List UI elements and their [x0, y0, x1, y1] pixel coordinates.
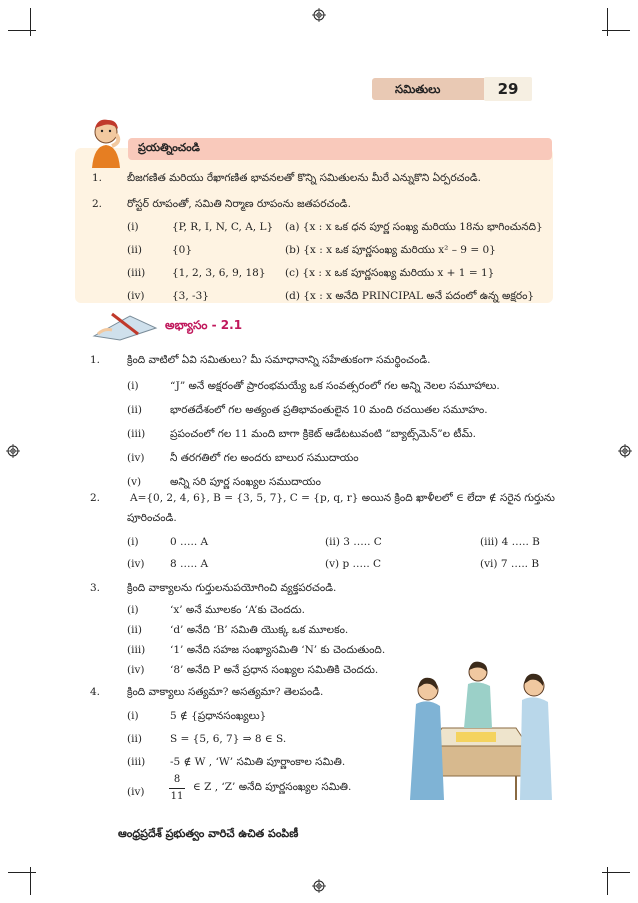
- match-row-rule: (a) {x : x ఒక ధన పూర్ణ సంఖ్య మరియు 18ను భాగించునది}: [285, 221, 543, 233]
- blank-item: (vi) 7 ….. B: [480, 558, 540, 570]
- fraction-numerator: 8: [173, 774, 181, 785]
- blank-item-roman: (iv): [127, 558, 145, 570]
- page-number: 29: [484, 77, 532, 101]
- item-roman: (iv): [127, 664, 145, 676]
- blank-item: 0 ….. A: [170, 536, 209, 548]
- match-row-rule: (d) {x : x అనేది PRINCIPAL అనే పదంలో ఉన్న అక్షరం}: [285, 290, 535, 302]
- footer-text: ఆంధ్రప్రదేశ్ ప్రభుత్వం వారిచే ఉచిత పంపిణీ: [118, 827, 299, 840]
- registration-mark-icon: [312, 8, 326, 22]
- crop-mark: [8, 30, 36, 31]
- item-text: ‘1’ అనేది సహజ సంఖ్యాసమితి ‘N’ కు చెందుతుంది.: [170, 644, 386, 656]
- match-row-roman: (iii): [127, 267, 146, 279]
- crop-mark: [8, 872, 36, 873]
- exercise-q3-text: క్రింది వాక్యాలను గుర్తులనుపయోగించి వ్యక్తపరచండి.: [127, 582, 337, 594]
- exercise-q4-text: క్రింది వాక్యాలు సత్యమా? అసత్యమా? తెలపండి.: [127, 686, 324, 698]
- item-roman: (i): [127, 604, 139, 616]
- item-text: నీ తరగతిలో గల అందరు బాలుర సముదాయం: [170, 452, 359, 464]
- exercise-q4-number: 4.: [90, 686, 101, 698]
- try-q2-text: రోస్టర్ రూపంతో, సమితి నిర్మాణ రూపంను జతపరచండి.: [127, 198, 351, 210]
- match-row-set: {3, -3}: [172, 290, 209, 302]
- exercise-q1-text: క్రింది వాటిలో ఏవి సమితులు? మీ సమాధానాన్ని సహేతుకంగా సమర్థించండి.: [127, 354, 431, 366]
- match-row-set: {1, 2, 3, 6, 9, 18}: [172, 267, 266, 279]
- match-row-roman: (i): [127, 221, 139, 233]
- thinking-boy-illustration: [82, 112, 132, 168]
- students-illustration: [398, 650, 558, 808]
- item-text: ‘d’ అనేది ‘B’ సమితి యొక్క ఒక మూలకం.: [170, 624, 349, 636]
- registration-mark-icon: [618, 444, 632, 458]
- item-text: “J” అనే అక్షరంతో ప్రారంభమయ్యే ఒక సంవత్సరంలో గల అన్ని నెలల సమూహాలు.: [170, 380, 500, 392]
- exercise-title: అభ్యాసం - 2.1: [165, 318, 243, 332]
- item-text: S = {5, 6, 7} ⇒ 8 ∈ S.: [170, 733, 287, 745]
- match-row-rule: (b) {x : x ఒక పూర్ణసంఖ్య మరియు x² – 9 = 0}: [285, 244, 496, 256]
- match-row-roman: (iv): [127, 290, 145, 302]
- item-roman: (ii): [127, 733, 142, 745]
- blank-item: (v) p ….. C: [325, 558, 382, 570]
- try-q1-number: 1.: [92, 172, 103, 184]
- match-row-set: {P, R, I, N, C, A, L}: [172, 221, 274, 233]
- item-text: ‘8’ అనేది P అనే ప్రధాన సంఖ్యల సమితికి చెందదు.: [170, 664, 379, 676]
- match-row-rule: (c) {x : x ఒక పూర్ణసంఖ్య మరియు x + 1 = 1}: [285, 267, 495, 279]
- item-roman: (iv): [127, 786, 145, 798]
- item-text: ‘x’ అనే మూలకం ‘A’కు చెందదు.: [170, 604, 306, 616]
- exercise-q1-number: 1.: [90, 354, 101, 366]
- crop-mark: [602, 872, 630, 873]
- crop-mark: [602, 30, 630, 31]
- blank-item-roman: (i): [127, 536, 139, 548]
- item-roman: (ii): [127, 404, 142, 416]
- registration-mark-icon: [6, 444, 20, 458]
- pen-paper-icon: [90, 310, 160, 342]
- item-roman: (ii): [127, 624, 142, 636]
- item-roman: (iii): [127, 756, 146, 768]
- item-roman: (v): [127, 476, 142, 488]
- item-roman: (iii): [127, 644, 146, 656]
- blank-item: (iii) 4 ….. B: [480, 536, 540, 548]
- crop-mark: [30, 8, 31, 36]
- fraction-denominator: 11: [170, 791, 184, 802]
- try-q2-number: 2.: [92, 198, 103, 210]
- item-text: -5 ∉ W , ‘W’ సమితి పూర్ణాంకాల సమితి.: [170, 756, 346, 768]
- item-roman: (iv): [127, 452, 145, 464]
- item-roman: (i): [127, 710, 139, 722]
- fraction-bar: [169, 788, 185, 789]
- item-text: 5 ∉ {ప్రధానసంఖ్యలు}: [170, 710, 267, 722]
- blank-item: 8 ….. A: [170, 558, 209, 570]
- item-text: ప్రపంచంలో గల 11 మంది బాగా క్రికెట్ ఆడేటటువంటి “బ్యాట్స్‌మెన్”ల టీమ్.: [170, 428, 476, 440]
- exercise-q2-number: 2.: [90, 492, 101, 504]
- registration-mark-icon: [312, 879, 326, 893]
- blank-item: (ii) 3 ….. C: [325, 536, 382, 548]
- item-text: అన్ని సరి పూర్ణ సంఖ్యల సముదాయం: [170, 476, 321, 488]
- exercise-q3-number: 3.: [90, 582, 101, 594]
- item-roman: (i): [127, 380, 139, 392]
- match-row-roman: (ii): [127, 244, 142, 256]
- try-q1-text: బీజగణిత మరియు రేఖాగణిత భావనలతో కొన్ని సమితులను మీరే ఎన్నుకొని ఏర్పరచండి.: [127, 172, 481, 184]
- item-text: భారతదేశంలో గల అత్యంత ప్రతిభావంతులైన 10 మంది రచయితల సమూహం.: [170, 404, 488, 416]
- exercise-q2-text: A={0, 2, 4, 6}, B = {3, 5, 7}, C = {p, q, r} అయిన క్రింది ఖాళీలలో ∈ లేదా ∉ సరైన గుర్తును: [130, 492, 555, 504]
- try-it-title: ప్రయత్నించండి: [138, 141, 200, 154]
- crop-mark: [607, 8, 608, 36]
- item-text: ∈ Z , ‘Z’ అనేది పూర్ణసంఖ్యల సమితి.: [193, 781, 352, 793]
- item-roman: (iii): [127, 428, 146, 440]
- chapter-title: సమితులు: [395, 82, 441, 96]
- exercise-q2-text-cont: పూరించండి.: [127, 512, 177, 524]
- match-row-set: {0}: [172, 244, 193, 256]
